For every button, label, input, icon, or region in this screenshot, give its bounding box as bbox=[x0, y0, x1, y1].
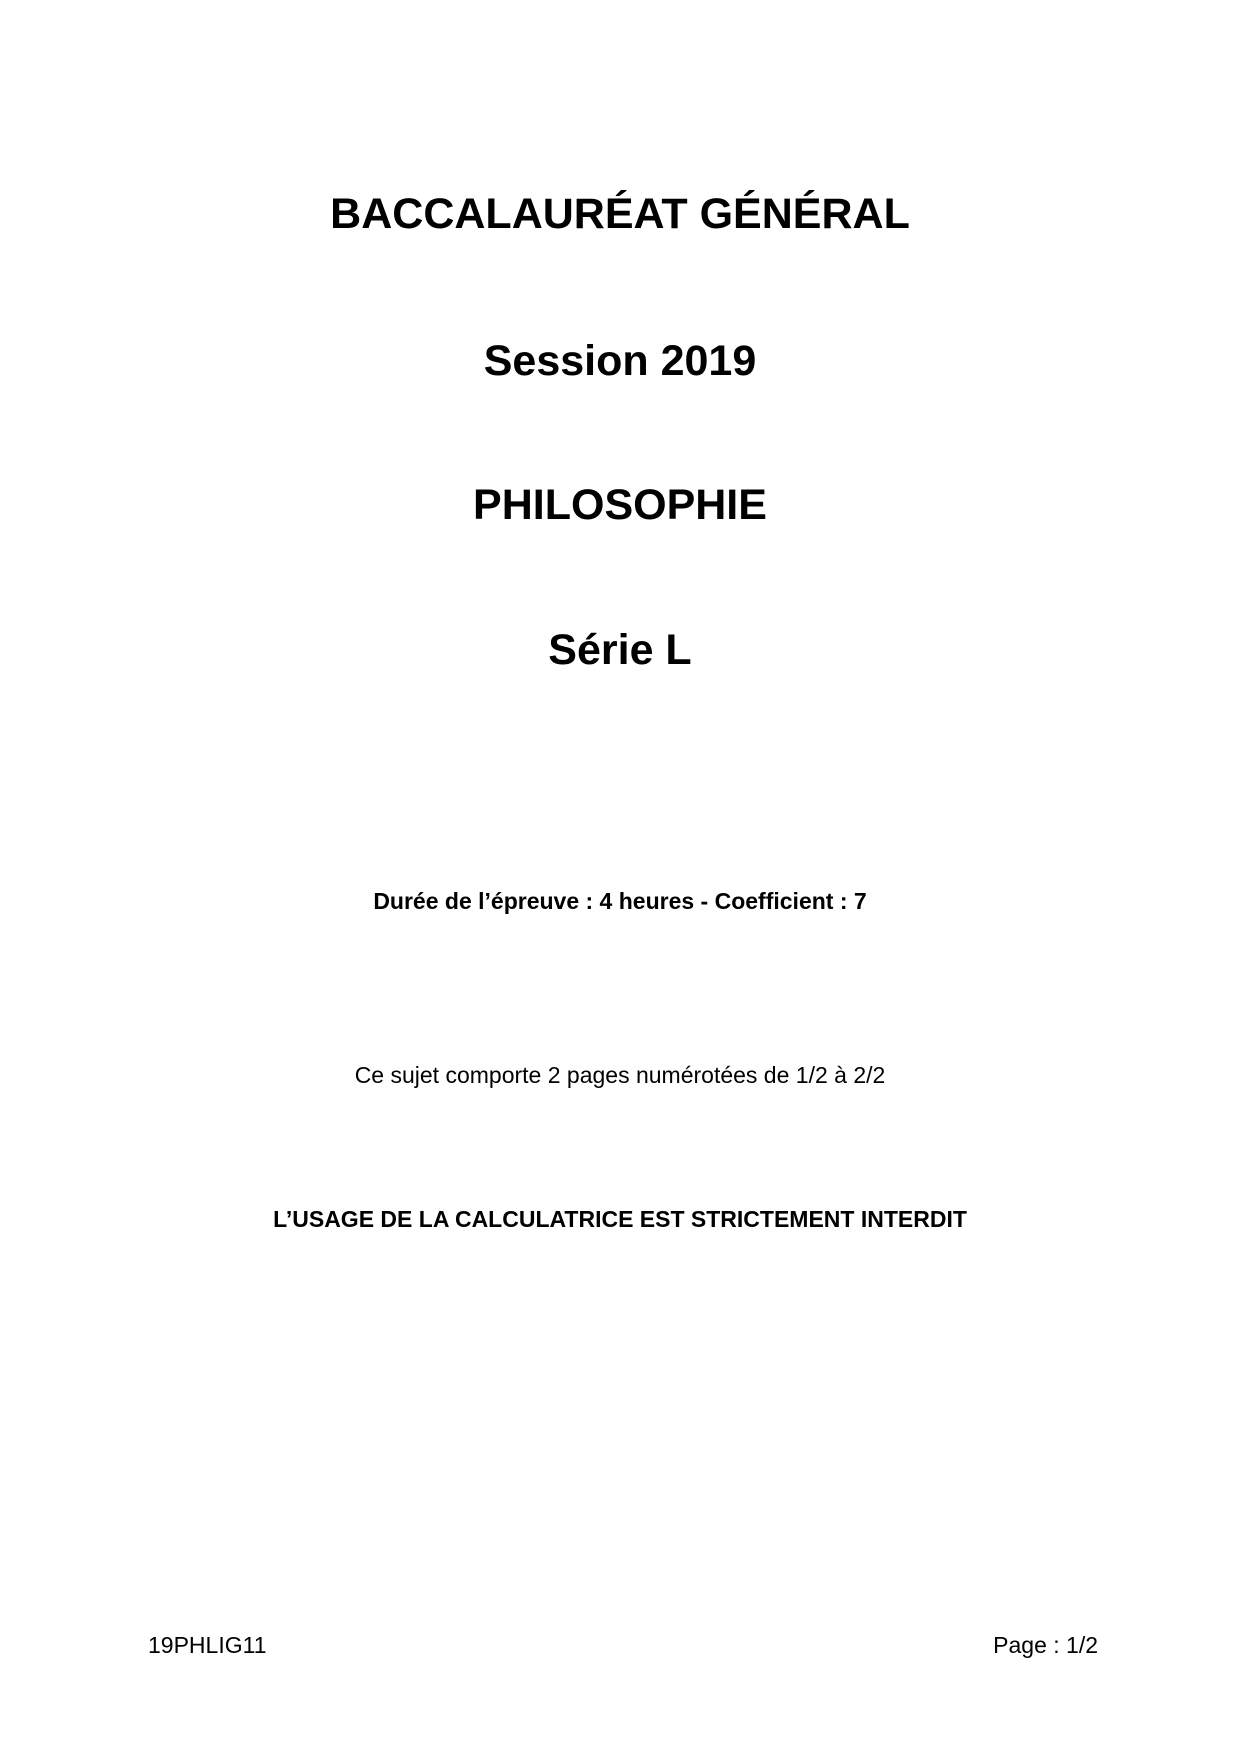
calculator-notice: L’USAGE DE LA CALCULATRICE EST STRICTEMENT INTERDIT bbox=[273, 1206, 967, 1232]
session-title: Session 2019 bbox=[483, 337, 757, 385]
subject-title: PHILOSOPHIE bbox=[473, 481, 767, 529]
duration-line: Durée de l’épreuve : 4 heures - Coefficient : 7 bbox=[373, 888, 867, 914]
exam-title: BACCALAURÉAT GÉNÉRAL bbox=[330, 190, 910, 238]
pages-note: Ce sujet comporte 2 pages numérotées de 1/2 à 2/2 bbox=[354, 1062, 886, 1088]
series-title: Série L bbox=[548, 626, 692, 674]
page-number: Page : 1/2 bbox=[993, 1632, 1098, 1658]
exam-code: 19PHLIG11 bbox=[148, 1632, 267, 1658]
